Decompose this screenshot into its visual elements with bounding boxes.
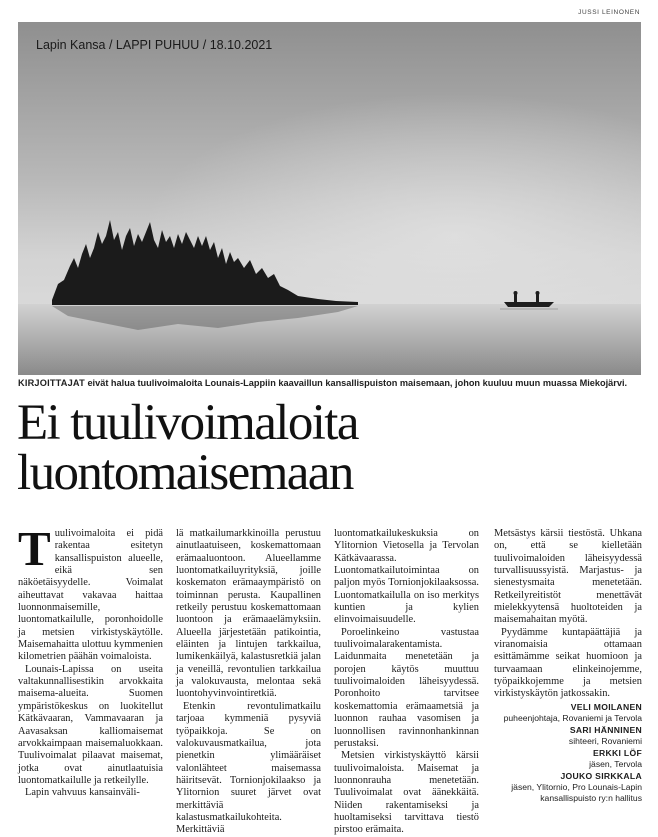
photo-credit: JUSSI LEINONEN (578, 9, 640, 16)
signature-role: sihteeri, Rovaniemi (568, 735, 642, 746)
paragraph: luontomatkailukeskuksia on Ylitornion Vietosella ja Tervolan Kätkävaarassa. Luontomatkailutoimintaa on paljon myös Tornionjokilaaksossa. Luontomatkailulla on iso merkitys kuntien ja kylien elinvoimaisuudelle. (334, 528, 479, 626)
headline: Ei tuulivoimaloita luontomaisemaan (17, 395, 358, 501)
paragraph: Pyydämme kuntapäättäjiä ja viranomaisia ottamaan esittämämme seikat huomioon ja turvaamaan elinkeinojemme, työpaikkojemme ja metsien virkistyskäytön jatkossakin. (494, 626, 642, 700)
paragraph: Metsien virkistyskäyttö kärsii tuulivoimaloista. Maisemat ja luonnonrauha menetetään. Tuulivoimalat ovat äänekkäitä. Niiden rakentamiseksi ja huoltamiseksi tarvittava tiestö pirstoo erämaita. (334, 750, 479, 836)
article-column-1 (18, 521, 163, 800)
paragraph: uulivoimaloita ei pidä rakentaa esitetyn kansallispuiston alueelle, eikä sen näköetäisyydelle. Voimalat aiheuttavat vakavaa haittaa luonnonmaisemille, luontomatkailulle, poronhoidolle ja metsien virkistyskäytölle. Maisemahaitta ulottuu kymmenien kilometrien päähän voimaloista. (18, 528, 163, 663)
article-column-2 (176, 528, 321, 837)
paragraph: Etenkin revontulimatkailu tarjoaa kymmeniä pysyviä työpaikkoja. Se on valokuvausmatkailua, jota pienetkin ylimääräiset valonlähteet maisemassa häiritsevät. Tornionjokilaakso ja Ylitornion suuret järvet ovat merkittäviä kalastusmatkailukohteita. Merkittäviä (176, 700, 321, 836)
drop-cap: T (18, 521, 51, 576)
caption-lead: KIRJOITTAJAT (18, 378, 85, 388)
signature-name: VELI MOILANEN (570, 701, 642, 712)
caption-text: eivät halua tuulivoimaloita Lounais-Lappiin kaavaillun kansallispuiston maisemaan, johon kuuluu muun muassa Miekojärvi. (84, 378, 628, 388)
article-column-4 (494, 528, 642, 804)
paragraph: Metsästys kärsii tiestöstä. Uhkana on, että se kielletään tuulivoimaloiden läheisyydessä turvallisuussyistä. Marjastus- ja sienestysmaita menetetään. Retkeilyreitistöt menettävät mielekkyytensä huoltoteiden ja maisemahaitan myötä. (494, 528, 642, 626)
article-column-3 (334, 528, 479, 837)
paragraph: lä matkailumarkkinoilla perustuu ainutlaatuiseen, koskemattomaan erämaaluontoon. Alueellamme luontomatkailuyrityksiä, joille koskematon erämaaympäristö on toiminnan perusta. Kaupallinen retkeily perustuu koskemattomaan luontoon ja erämaaelämyksiin. Alueella järjestetään patikointia, eläinten ja lintujen tarkkailua, lumikenkäilyä, kalastusretkiä jalan ja veneillä, revontulien tarkkailua ja valokuvausta, melontaa sekä luontohyvinvointiretkiä. (176, 528, 321, 700)
signature-name: ERKKI LÖF (592, 747, 642, 758)
lake-photo (18, 22, 641, 375)
signature-role: jäsen, Tervola (589, 758, 642, 769)
signature-role: puheenjohtaja, Rovaniemi ja Tervola (503, 712, 642, 723)
signatures (494, 702, 642, 804)
signature-name: JOUKO SIRKKALA (560, 770, 642, 781)
signature-name: SARI HÄNNINEN (569, 724, 642, 735)
paragraph: Lounais-Lapissa on useita valtakunnallisestikin arvokkaita maisema-alueita. Suomen ympäristökeskus on luokitellut Kätkävaaran, Vammavaaran ja Aavasaksan kalliomaisemat arvokkaimpaan maisemaluokkaan. Tuulivoimalat pilaavat maisemat, jotka ovat ainutlaatuisia luontomatkailulle ja retkeilylle. (18, 663, 163, 786)
paragraph: Poroelinkeino vastustaa tuulivoimalarakentamista. Laidunmaita menetetään ja porojen käytös muuttuu tuulivoimaloiden läheisyydessä. Poronhoito tarvitsee koskemattomia erämaametsiä ja luonnon rauhaa vasomisen ja luonnollisen ravinnonhankinnan perustaksi. (334, 626, 479, 749)
signature-role: jäsen, Ylitornio, Pro Lounais-Lapin kansallispuisto ry:n hallitus (511, 781, 642, 803)
photo-caption (18, 378, 648, 388)
source-line: Lapin Kansa / LAPPI PUHUU / 18.10.2021 (36, 38, 273, 52)
paragraph: Lapin vahvuus kansainväli- (25, 787, 140, 799)
